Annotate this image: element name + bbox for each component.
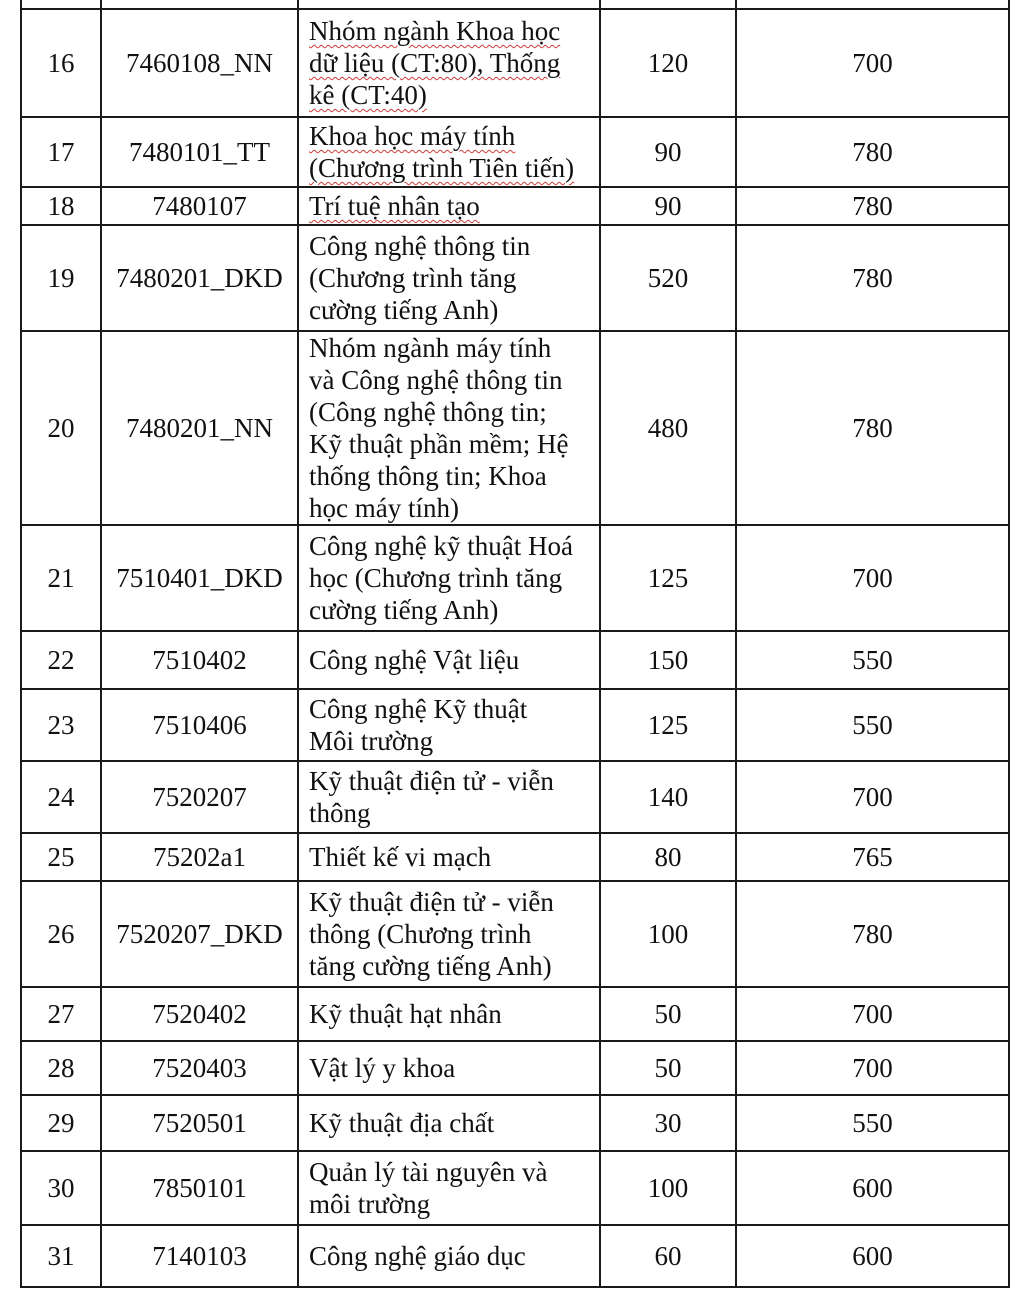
score-cell: 700 (736, 987, 1009, 1041)
quota-cell (600, 0, 736, 9)
name-cell: Nhóm ngành máy tính và Công nghệ thông tin (Công nghệ thông tin; Kỹ thuật phần mềm; Hệ thống thông tin; Khoa học máy tính) (298, 331, 600, 525)
quota-cell: 125 (600, 525, 736, 631)
table-row (21, 1095, 1009, 1151)
code-cell: 7460108_NN (101, 9, 298, 117)
score-cell: 700 (736, 9, 1009, 117)
table-row (21, 1151, 1009, 1225)
name-cell: Công nghệ kỹ thuật Hoá học (Chương trình tăng cường tiếng Anh) (298, 525, 600, 631)
document-page (20, 0, 1008, 1288)
name-cell: Công nghệ giáo dục (298, 1225, 600, 1287)
stt-cell: 24 (21, 761, 101, 833)
quota-cell: 100 (600, 1151, 736, 1225)
quota-cell: 100 (600, 881, 736, 987)
stt-cell: 19 (21, 225, 101, 331)
code-cell: 7520207_DKD (101, 881, 298, 987)
admission-table (20, 0, 1010, 1288)
stt-cell: 31 (21, 1225, 101, 1287)
score-cell: 600 (736, 1151, 1009, 1225)
code-cell: 7480201_NN (101, 331, 298, 525)
name-cell: Công nghệ Vật liệu (298, 631, 600, 689)
table-row (21, 987, 1009, 1041)
quota-cell: 60 (600, 1225, 736, 1287)
score-cell (736, 0, 1009, 9)
name-cell: Kỹ thuật điện tử - viễn thông (Chương trình tăng cường tiếng Anh) (298, 881, 600, 987)
quota-cell: 125 (600, 689, 736, 761)
quota-cell: 120 (600, 9, 736, 117)
code-cell: 7510402 (101, 631, 298, 689)
stt-cell: 18 (21, 187, 101, 225)
stt-cell: 23 (21, 689, 101, 761)
code-cell (101, 0, 298, 9)
name-cell: Kỹ thuật điện tử - viễn thông (298, 761, 600, 833)
quota-cell: 80 (600, 833, 736, 881)
name-cell: Công nghệ thông tin (Chương trình tăng cường tiếng Anh) (298, 225, 600, 331)
score-cell: 550 (736, 1095, 1009, 1151)
score-cell: 780 (736, 117, 1009, 187)
code-cell: 7850101 (101, 1151, 298, 1225)
stt-cell: 30 (21, 1151, 101, 1225)
score-cell: 765 (736, 833, 1009, 881)
table-row (21, 689, 1009, 761)
stt-cell: 21 (21, 525, 101, 631)
name-cell: Quản lý tài nguyên và môi trường (298, 1151, 600, 1225)
name-cell: Thiết kế vi mạch (298, 833, 600, 881)
score-cell: 780 (736, 881, 1009, 987)
stt-cell: 26 (21, 881, 101, 987)
name-cell (298, 0, 600, 9)
quota-cell: 50 (600, 1041, 736, 1095)
table-row (21, 0, 1009, 9)
code-cell: 7480101_TT (101, 117, 298, 187)
name-cell: Khoa học máy tính (Chương trình Tiên tiến) (298, 117, 600, 187)
name-cell: Kỹ thuật hạt nhân (298, 987, 600, 1041)
name-cell: Nhóm ngành Khoa học dữ liệu (CT:80), Thống kê (CT:40) (298, 9, 600, 117)
code-cell: 7520402 (101, 987, 298, 1041)
table-row (21, 117, 1009, 187)
stt-cell: 28 (21, 1041, 101, 1095)
table-row (21, 833, 1009, 881)
score-cell: 700 (736, 1041, 1009, 1095)
table-row (21, 187, 1009, 225)
score-cell: 700 (736, 761, 1009, 833)
quota-cell: 30 (600, 1095, 736, 1151)
table-row (21, 761, 1009, 833)
name-cell: Kỹ thuật địa chất (298, 1095, 600, 1151)
table-row (21, 331, 1009, 525)
quota-cell: 50 (600, 987, 736, 1041)
score-cell: 600 (736, 1225, 1009, 1287)
table-row (21, 1041, 1009, 1095)
quota-cell: 480 (600, 331, 736, 525)
code-cell: 7140103 (101, 1225, 298, 1287)
score-cell: 700 (736, 525, 1009, 631)
name-cell: Công nghệ Kỹ thuật Môi trường (298, 689, 600, 761)
name-cell: Trí tuệ nhân tạo (298, 187, 600, 225)
quota-cell: 90 (600, 187, 736, 225)
table-row (21, 9, 1009, 117)
stt-cell: 17 (21, 117, 101, 187)
score-cell: 550 (736, 631, 1009, 689)
table-body (21, 0, 1009, 1287)
table-row (21, 881, 1009, 987)
code-cell: 7520403 (101, 1041, 298, 1095)
score-cell: 550 (736, 689, 1009, 761)
quota-cell: 150 (600, 631, 736, 689)
stt-cell: 20 (21, 331, 101, 525)
code-cell: 7510406 (101, 689, 298, 761)
table-row (21, 1225, 1009, 1287)
code-cell: 7480107 (101, 187, 298, 225)
code-cell: 7520207 (101, 761, 298, 833)
name-cell: Vật lý y khoa (298, 1041, 600, 1095)
code-cell: 75202a1 (101, 833, 298, 881)
code-cell: 7510401_DKD (101, 525, 298, 631)
code-cell: 7480201_DKD (101, 225, 298, 331)
score-cell: 780 (736, 331, 1009, 525)
quota-cell: 140 (600, 761, 736, 833)
stt-cell: 29 (21, 1095, 101, 1151)
quota-cell: 520 (600, 225, 736, 331)
stt-cell: 27 (21, 987, 101, 1041)
stt-cell: 22 (21, 631, 101, 689)
stt-cell: 25 (21, 833, 101, 881)
score-cell: 780 (736, 225, 1009, 331)
quota-cell: 90 (600, 117, 736, 187)
stt-cell (21, 0, 101, 9)
score-cell: 780 (736, 187, 1009, 225)
stt-cell: 16 (21, 9, 101, 117)
code-cell: 7520501 (101, 1095, 298, 1151)
table-row (21, 225, 1009, 331)
table-row (21, 631, 1009, 689)
table-row (21, 525, 1009, 631)
